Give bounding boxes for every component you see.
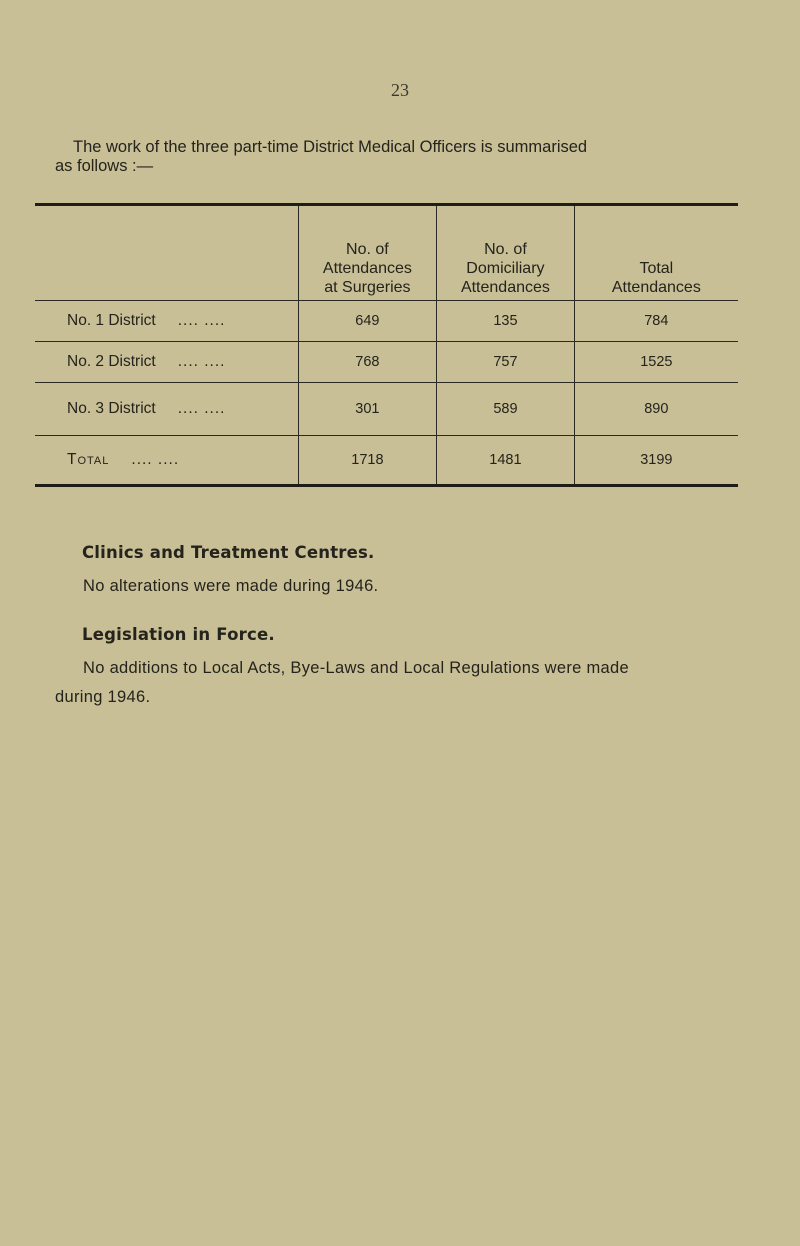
header-surgeries: No. of Attendances at Surgeries (298, 206, 437, 301)
cell-total: 784 (574, 301, 738, 342)
row-label: No. 2 District .... .... (35, 342, 298, 383)
cell-surgeries: 768 (298, 342, 437, 383)
table-row (35, 383, 738, 436)
section-paragraph-legislation: No additions to Local Acts, Bye-Laws and Local Regulations were made during 1946. (55, 659, 629, 706)
intro-paragraph (55, 138, 755, 176)
table-total-row (35, 436, 738, 485)
header-total: Total Attendances (574, 206, 738, 301)
row-label: No. 3 District .... .... (35, 383, 298, 436)
attendance-table (35, 203, 738, 487)
total-domiciliary: 1481 (437, 436, 575, 485)
table-row (35, 301, 738, 342)
table-row (35, 342, 738, 383)
cell-total: 1525 (574, 342, 738, 383)
cell-domiciliary: 135 (437, 301, 575, 342)
cell-surgeries: 649 (298, 301, 437, 342)
total-attendances: 3199 (574, 436, 738, 485)
cell-domiciliary: 757 (437, 342, 575, 383)
intro-line-2: as follows :— (55, 157, 154, 175)
section-paragraph-clinics: No alterations were made during 1946. (83, 577, 379, 595)
header-domiciliary: No. of Domiciliary Attendances (437, 206, 575, 301)
table-header-row (35, 206, 738, 301)
row-label: No. 1 District .... .... (35, 301, 298, 342)
cell-total: 890 (574, 383, 738, 436)
total-surgeries: 1718 (298, 436, 437, 485)
header-empty-cell (35, 206, 298, 301)
cell-surgeries: 301 (298, 383, 437, 436)
page-number: 23 (391, 80, 409, 100)
intro-line-1: The work of the three part-time District Medical Officers is summarised (73, 138, 588, 156)
cell-domiciliary: 589 (437, 383, 575, 436)
section-heading-legislation: Legislation in Force. (82, 625, 275, 644)
total-label: Total .... .... (67, 451, 180, 468)
section-heading-clinics: Clinics and Treatment Centres. (82, 543, 375, 562)
